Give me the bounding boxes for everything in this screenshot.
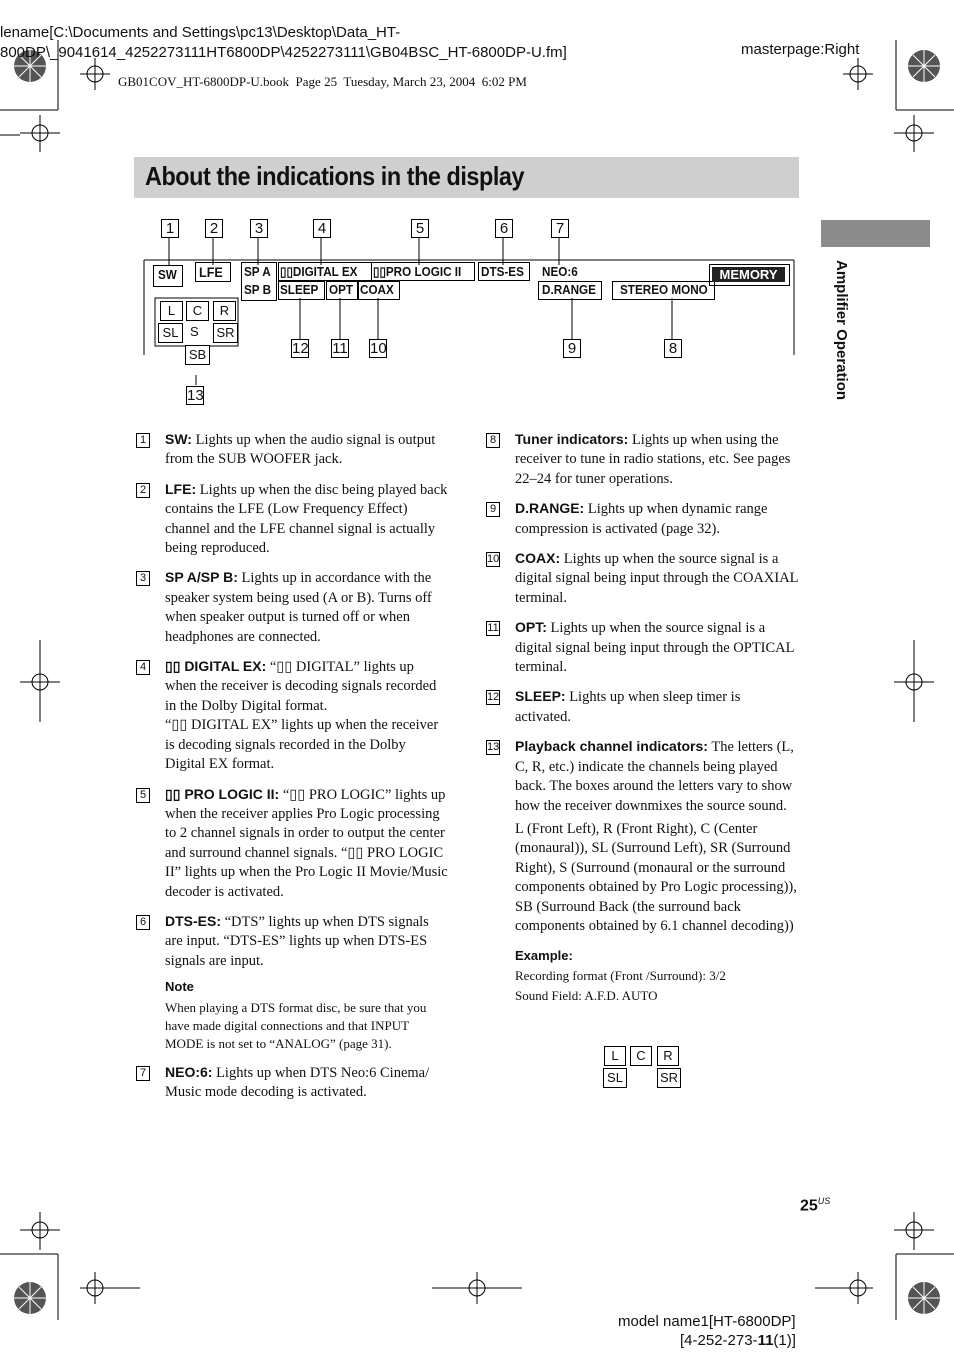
callout-13: 13 (187, 387, 204, 404)
example-box-sr: SR (657, 1068, 681, 1088)
dolby-icon: ▯▯ (165, 658, 181, 675)
list-item (136, 785, 448, 902)
item-text: “▯▯ DIGITAL” lights up when the receiver is decoding signals recorded in the Dolby Digital format. (165, 659, 437, 714)
item-term: LFE: (165, 480, 197, 497)
item-number: 4 (136, 660, 150, 675)
item-text: Lights up when using the receiver to tune in radio stations, etc. See pages 22–24 for tuner operations. (515, 432, 791, 487)
item-term: Tuner indicators: (515, 431, 629, 447)
sp-a-indicator: SP A (244, 264, 271, 279)
page-number-suffix: US (817, 1196, 831, 1206)
section-title: About the indications in the display (145, 161, 525, 191)
item-text: Lights up when the audio signal is output from the SUB WOOFER jack. (165, 432, 436, 468)
list-item (486, 687, 798, 727)
list-item (486, 430, 798, 489)
item-number: 5 (136, 788, 150, 803)
item-number: 9 (486, 502, 500, 517)
callout-7: 7 (551, 219, 569, 238)
callout-1: 1 (161, 219, 179, 238)
book-info-line: GB01COV_HT-6800DP-U.book Page 25 Tuesday, March 23, 2004 6:02 PM (118, 74, 527, 89)
callout-10: 10 (370, 340, 387, 357)
item-term: SLEEP: (515, 688, 566, 705)
side-tab-marker (821, 220, 930, 247)
channel-sr-indicator: SR (213, 323, 238, 343)
list-item (136, 1063, 448, 1103)
pro-logic-indicator: ▯▯PRO LOGIC II (373, 264, 462, 279)
channel-sb-indicator: SB (185, 345, 210, 365)
example-line-1: Recording format (Front /Surround): 3/2 (515, 967, 726, 983)
item-term: NEO:6: (165, 1063, 213, 1080)
list-item (136, 912, 448, 971)
example-line-2: Sound Field: A.F.D. AUTO (515, 987, 658, 1003)
item-text-2: L (Front Left), R (Front Right), C (Center (monaural)), SL (Surround Left), SR (Surround Right), S (Surround (monaural or the surround components obtained by Pro Logic processing)), SB (Surround Back (the surround back components obtained by 6.1 channel decoding)) (515, 820, 797, 934)
item-number: 8 (486, 433, 500, 448)
item-term: Playback channel indicators: (515, 738, 708, 755)
example-box-l: L (604, 1046, 626, 1066)
diagram-lines (140, 215, 800, 410)
sw-indicator: SW (158, 267, 177, 282)
item-text: The letters (L, C, R, etc.) indicate the channels being played back. The boxes around the letters vary to show how the receiver downmixes the source sound. (515, 739, 794, 814)
dolby-icon: ▯▯ (373, 264, 386, 279)
stereo-mono-indicator: STEREO MONO (620, 282, 708, 297)
list-item (486, 549, 798, 608)
callout-12: 12 (292, 340, 309, 357)
item-text: “▯▯ PRO LOGIC” lights up when the receiver applies Pro Logic processing to 2 channel signals in order to output the center and surround channel signals. “▯▯ PRO LOGIC II” lights up when the Pro Logic II Movie/Music decoder is activated. (165, 786, 448, 900)
item-number: 6 (136, 915, 150, 930)
item-number: 2 (136, 483, 150, 498)
channel-sl-indicator: SL (158, 323, 183, 343)
list-item (136, 430, 448, 470)
item-number: 11 (487, 622, 499, 635)
item-text: Lights up when sleep timer is activated. (515, 689, 741, 725)
display-diagram (140, 215, 800, 410)
callout-9: 9 (563, 339, 581, 358)
dolby-icon: ▯▯ (280, 264, 293, 279)
item-number: 13 (487, 741, 500, 754)
channel-r-indicator: R (213, 301, 236, 321)
example-heading: Example: (515, 948, 573, 964)
item-number: 12 (487, 691, 500, 704)
item-text-2: “▯▯ DIGITAL EX” lights up when the receiver is decoding signals recorded in the Dolby Digital EX format. (165, 717, 439, 773)
item-text: Lights up when the disc being played back contains the LFE (Low Frequency Effect) channel and the LFE channel signal is actually being reproduced. (165, 481, 448, 557)
list-item (136, 480, 448, 559)
dts-es-indicator: DTS-ES (481, 264, 524, 279)
model-line-1: model name1[HT-6800DP] (618, 1313, 796, 1330)
section-title-bar (134, 157, 799, 198)
model-line-2: [4-252-273-11(1)] (680, 1332, 796, 1349)
item-text: Lights up when DTS Neo:6 Cinema/ Music mode decoding is activated. (165, 1064, 430, 1100)
item-term: D.RANGE: (515, 500, 585, 517)
item-number: 1 (136, 433, 150, 448)
masterpage-label: masterpage:Right (741, 41, 860, 58)
list-item (486, 499, 798, 539)
dolby-icon: ▯▯ (165, 785, 181, 802)
channel-c-indicator: C (186, 301, 209, 321)
example-box-r: R (657, 1046, 679, 1066)
item-text: Lights up when dynamic range compression is activated (page 32). (515, 501, 768, 537)
list-item (486, 618, 798, 677)
example-box-c: C (630, 1046, 652, 1066)
item-text: Lights up in accordance with the speaker system being used (A or B). Turns off when speaker output is turned off or when headphones are connected. (165, 570, 432, 645)
sp-b-indicator: SP B (244, 282, 272, 297)
note-heading: Note (165, 979, 194, 995)
item-text: “DTS” lights up when DTS signals are input. “DTS-ES” lights up when DTS-ES signals are input. (165, 913, 429, 969)
memory-indicator: MEMORY (712, 267, 785, 282)
item-term: DTS-ES: (165, 912, 221, 929)
right-column (486, 430, 798, 1006)
item-term: ▯▯ DIGITAL EX: (165, 658, 267, 675)
item-text: Lights up when the source signal is a digital signal being input through the COAXIAL terminal. (515, 551, 798, 606)
item-term: OPT: (515, 619, 547, 636)
item-number: 10 (487, 553, 500, 566)
digital-ex-indicator: ▯▯DIGITAL EX (280, 264, 358, 279)
sleep-indicator: SLEEP (280, 282, 319, 297)
item-term: ▯▯ PRO LOGIC II: (165, 785, 280, 802)
callout-8: 8 (664, 339, 682, 358)
item-number: 7 (136, 1066, 150, 1081)
drange-indicator: D.RANGE (542, 282, 596, 297)
callout-5: 5 (411, 219, 429, 238)
list-item (136, 568, 448, 647)
item-text: Lights up when the source signal is a digital signal being input through the OPTICAL terminal. (515, 620, 794, 676)
side-tab-label-wrap (826, 260, 850, 430)
channel-l-indicator: L (160, 301, 183, 321)
list-item (486, 737, 798, 936)
lfe-indicator: LFE (199, 264, 223, 280)
item-term: COAX: (515, 550, 561, 567)
example-block (515, 946, 798, 1005)
item-number: 3 (136, 571, 150, 586)
item-term: SP A/SP B: (165, 569, 238, 586)
page-number: $25^{US}$ (800, 1196, 831, 1215)
callout-2: 2 (205, 219, 223, 238)
coax-indicator: COAX (360, 282, 394, 297)
list-item (136, 657, 448, 774)
neo6-indicator: NEO:6 (542, 264, 578, 279)
example-box-sl: SL (603, 1068, 627, 1088)
left-column (136, 430, 448, 1112)
item-term: SW: (165, 431, 192, 447)
filename-line-2: 800DP\_9041614_4252273111HT6800DP\4252273111\GB04BSC_HT-6800DP-U.fm] (0, 44, 567, 61)
callout-4: 4 (313, 219, 331, 238)
side-tab-label: Amplifier Operation (833, 260, 850, 401)
callout-11: 11 (332, 340, 348, 357)
note-text: When playing a DTS format disc, be sure that you have made digital connections and that INPUT MODE is not set to “ANALOG” (page 31). (165, 999, 427, 1051)
callout-6: 6 (495, 219, 513, 238)
callout-3: 3 (250, 219, 268, 238)
opt-indicator: OPT (329, 282, 354, 297)
filename-line-1: lename[C:\Documents and Settings\pc13\Desktop\Data_HT- (0, 24, 401, 41)
channel-s-indicator: S (190, 324, 199, 339)
